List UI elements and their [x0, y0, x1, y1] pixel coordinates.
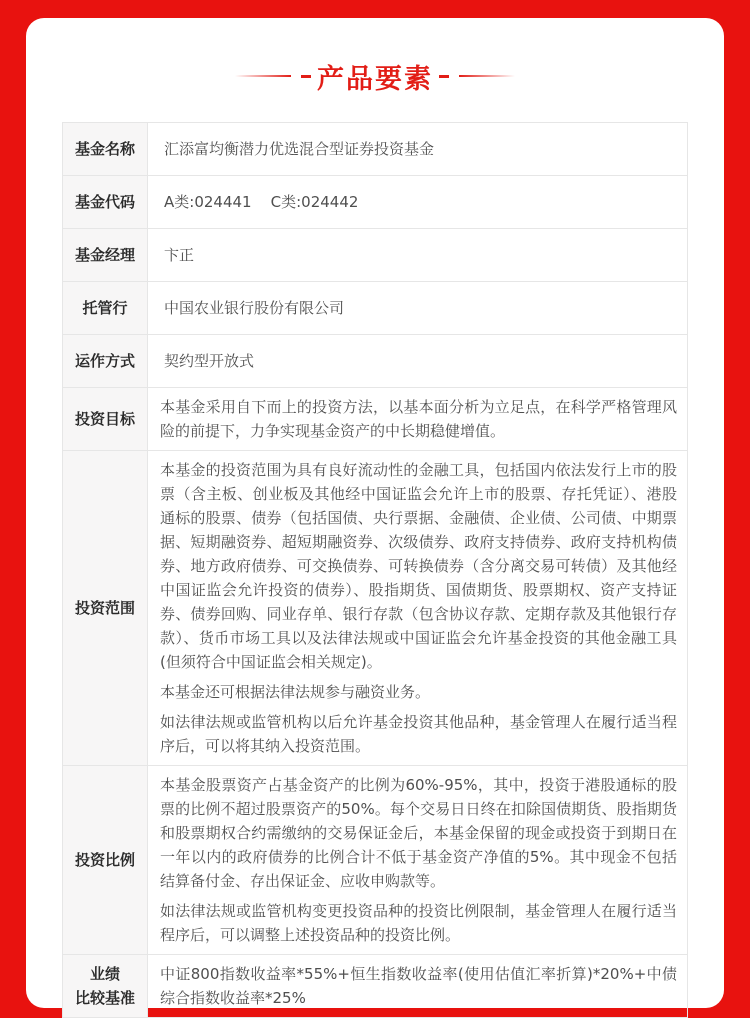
product-elements-table: [62, 122, 688, 1018]
row-label: 基金经理: [63, 229, 148, 282]
fund-code-value: A类:024441 C类:024442: [148, 176, 688, 229]
table-row-custodian: [63, 282, 688, 335]
ratio-paragraph: 本基金股票资产占基金资产的比例为60%-95%，其中，投资于港股通标的股票的比例不超过股票资产的50%。每个交易日日终在扣除国债期货、股指期货和股票期权合约需缴纳的交易保证金后，本基金保留的现金或投资于到期日在一年以内的政府债券的比例合计不低于基金资产净值的5%。其中现金不包括结算备付金、存出保证金、应收申购款等。: [160, 776, 677, 890]
table-row-fund-manager: [63, 229, 688, 282]
title-decoration-left: [235, 75, 291, 77]
benchmark-value: 中证800指数收益率*55%+恒生指数收益率(使用估值汇率折算)*20%+中债综合指数收益率*25%: [148, 955, 688, 1018]
row-label: 投资范围: [63, 451, 148, 766]
scope-paragraph: 本基金还可根据法律法规参与融资业务。: [160, 683, 431, 701]
row-label: 基金名称: [63, 123, 148, 176]
row-label-line: 业绩: [89, 965, 120, 983]
table-row-fund-code: [63, 176, 688, 229]
custodian-value: 中国农业银行股份有限公司: [148, 282, 688, 335]
row-label-line: 比较基准: [74, 989, 135, 1007]
row-label-benchmark: [63, 955, 148, 1018]
row-label: 基金代码: [63, 176, 148, 229]
investment-objective-value: 本基金采用自下而上的投资方法，以基本面分析为立足点，在科学严格管理风险的前提下，力争实现基金资产的中长期稳健增值。: [148, 388, 688, 451]
section-header: [26, 58, 724, 94]
row-label: 托管行: [63, 282, 148, 335]
table-row-investment-ratio: [63, 766, 688, 955]
title-dash-left: [301, 75, 311, 78]
investment-scope-value: [148, 451, 688, 766]
row-label: 投资目标: [63, 388, 148, 451]
title-decoration-right: [459, 75, 515, 77]
scope-paragraph: 如法律法规或监管机构以后允许基金投资其他品种，基金管理人在履行适当程序后，可以将其纳入投资范围。: [160, 713, 677, 755]
table-row-investment-objective: [63, 388, 688, 451]
section-title: 产品要素: [317, 63, 433, 95]
operation-mode-value: 契约型开放式: [148, 335, 688, 388]
table-row-fund-name: [63, 123, 688, 176]
row-label: 投资比例: [63, 766, 148, 955]
table-row-investment-scope: [63, 451, 688, 766]
ratio-paragraph: 如法律法规或监管机构变更投资品种的投资比例限制，基金管理人在履行适当程序后，可以调整上述投资品种的投资比例。: [160, 902, 677, 944]
table-row-operation-mode: [63, 335, 688, 388]
scope-paragraph: 本基金的投资范围为具有良好流动性的金融工具，包括国内依法发行上市的股票（含主板、创业板及其他经中国证监会允许上市的股票、存托凭证）、港股通标的股票、债券（包括国债、央行票据、金融债、企业债、公司债、中期票据、短期融资券、超短期融资券、次级债券、政府支持债券、政府支持机构债券、地方政府债券、可交换债券、可转换债券（含分离交易可转债）及其他经中国证监会允许投资的债券）、股指期货、国债期货、股票期权、资产支持证券、债券回购、同业存单、银行存款（包含协议存款、定期存款及其他银行存款）、货币市场工具以及法律法规或中国证监会允许基金投资的其他金融工具(但须符合中国证监会相关规定)。: [160, 461, 677, 671]
title-dash-right: [439, 75, 449, 78]
investment-ratio-value: [148, 766, 688, 955]
table-row-benchmark: [63, 955, 688, 1018]
row-label: 运作方式: [63, 335, 148, 388]
fund-manager-value: 卞正: [148, 229, 688, 282]
fund-name-value: 汇添富均衡潜力优选混合型证券投资基金: [148, 123, 688, 176]
